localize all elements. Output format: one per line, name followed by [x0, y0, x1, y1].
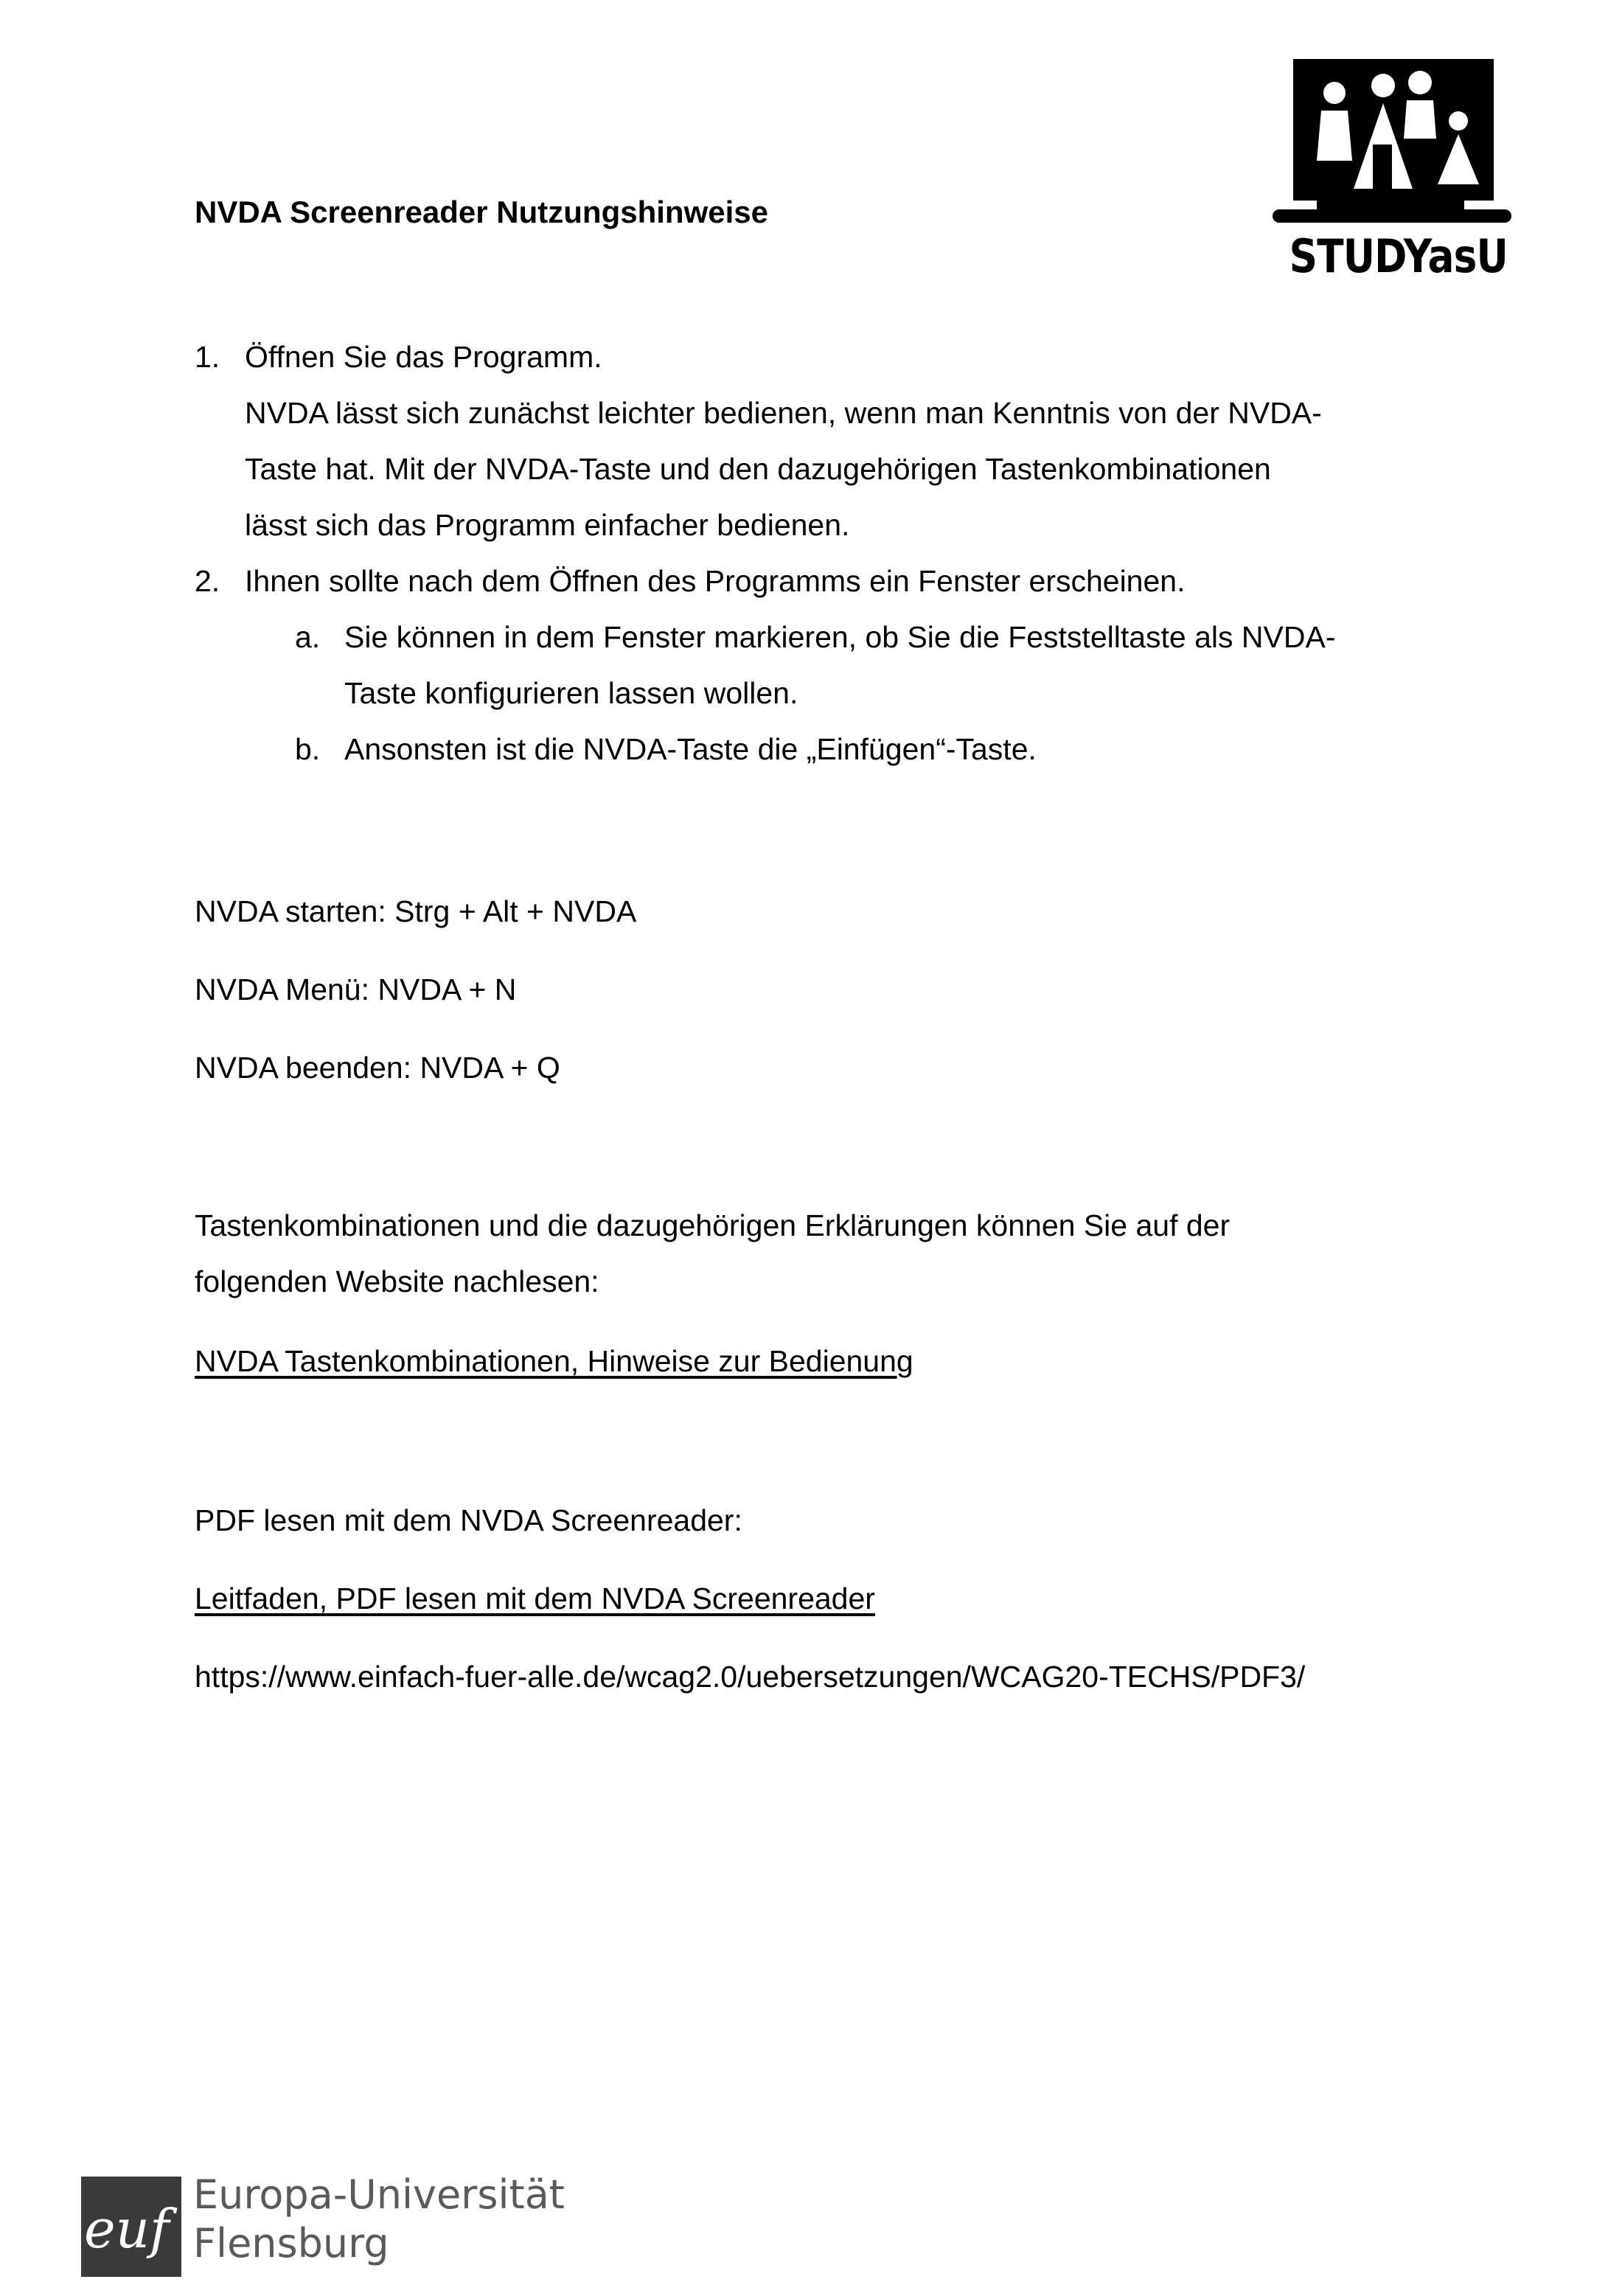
- paragraph-line: Tastenkombinationen und die dazugehörigen Erklärungen können Sie auf der: [195, 1208, 1231, 1242]
- shortcut-start: NVDA starten: Strg + Alt + NVDA: [195, 894, 637, 928]
- euf-mark-icon: [81, 2177, 181, 2277]
- euf-wordmark: [193, 2171, 565, 2268]
- studyasu-logo-icon: [1273, 58, 1511, 234]
- sub-list-item: [245, 609, 1336, 721]
- list-item-number: 2.: [195, 564, 220, 598]
- pdf-guide-link[interactable]: Leitfaden, PDF lesen mit dem NVDA Screenreader: [195, 1582, 875, 1615]
- shortcut-quit: NVDA beenden: NVDA + Q: [195, 1051, 560, 1085]
- pdf-intro: PDF lesen mit dem NVDA Screenreader:: [195, 1503, 742, 1537]
- list-item-number: 1.: [195, 340, 220, 374]
- euf-mark-glyph: [81, 2177, 181, 2277]
- studyasu-logo-text: STUDYasU: [1289, 229, 1508, 283]
- sub-list-item-letter: b.: [295, 732, 321, 766]
- list-item: [195, 329, 1336, 553]
- list-item-line: Öffnen Sie das Programm.: [245, 340, 602, 374]
- instruction-list: [195, 329, 1336, 777]
- paragraph-line: folgenden Website nachlesen:: [195, 1264, 599, 1298]
- shortcut-menu: NVDA Menü: NVDA + N: [195, 973, 517, 1006]
- sub-instruction-list: [245, 609, 1336, 777]
- list-item-line: NVDA lässt sich zunächst leichter bedienen, wenn man Kenntnis von der NVDA-: [245, 396, 1322, 430]
- euf-mark-text: euf: [84, 2198, 170, 2260]
- tastenkombinationen-link-paragraph: [195, 1333, 913, 1389]
- europa-universitaet-logo: [81, 2171, 565, 2286]
- document-title: NVDA Screenreader Nutzungshinweise: [195, 195, 768, 229]
- pdf-url: https://www.einfach-fuer-alle.de/wcag2.0/uebersetzungen/WCAG20-TECHS/PDF3/: [195, 1660, 1306, 1694]
- list-item-line: Taste hat. Mit der NVDA-Taste und den dazugehörigen Tastenkombinationen: [245, 452, 1271, 486]
- list-item-line: Ihnen sollte nach dem Öffnen des Programms ein Fenster erscheinen.: [245, 564, 1186, 598]
- list-item-line: lässt sich das Programm einfacher bedienen.: [245, 508, 850, 542]
- sub-list-item-letter: a.: [295, 620, 321, 654]
- tastenkombinationen-link[interactable]: NVDA Tastenkombinationen, Hinweise zur Bedienung: [195, 1344, 913, 1378]
- studyasu-logo: [1273, 58, 1511, 286]
- sub-list-item-line: Ansonsten ist die NVDA-Taste die „Einfügen“-Taste.: [344, 732, 1037, 766]
- sub-list-item-line: Taste konfigurieren lassen wollen.: [344, 676, 798, 710]
- sub-list-item-line: Sie können in dem Fenster markieren, ob Sie die Feststelltaste als NVDA-: [344, 620, 1336, 654]
- euf-wordmark-line2: Flensburg: [193, 2220, 389, 2267]
- list-item: [195, 553, 1336, 777]
- tastenkombinationen-paragraph: [195, 1197, 1230, 1309]
- pdf-link-paragraph: [195, 1570, 875, 1627]
- sub-list-item: [245, 721, 1336, 777]
- euf-wordmark-line1: Europa-Universität: [193, 2171, 565, 2218]
